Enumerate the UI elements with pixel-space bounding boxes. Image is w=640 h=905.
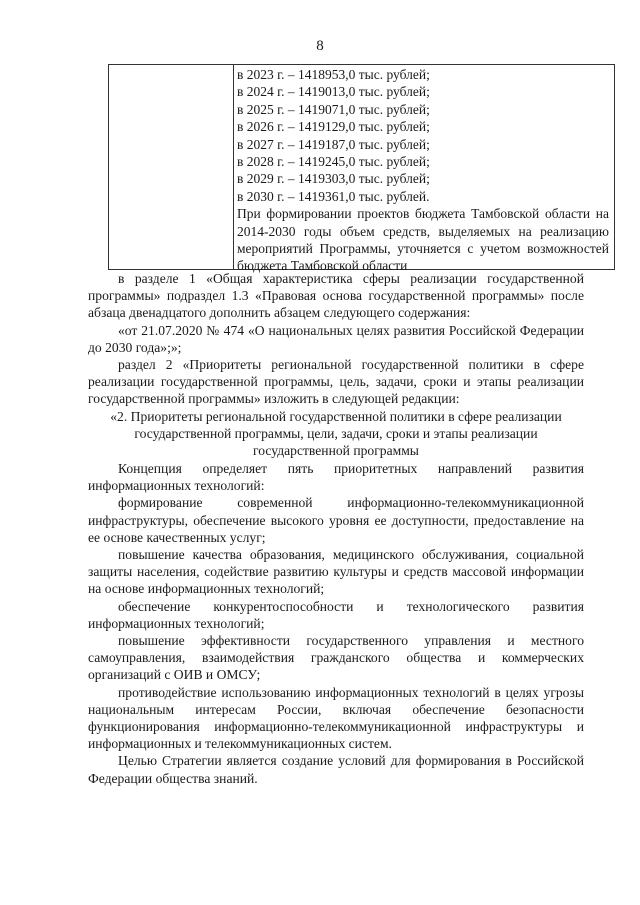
budget-line-2027: в 2027 г. – 1419187,0 тыс. рублей; — [237, 136, 430, 152]
budget-table — [108, 64, 615, 274]
section-2-body — [88, 460, 584, 787]
amendments-block — [88, 270, 584, 459]
budget-line-2023: в 2023 г. – 1418953,0 тыс. рублей; — [237, 67, 430, 82]
budget-cell — [237, 66, 609, 275]
budget-line-2028: в 2028 г. – 1419245,0 тыс. рублей; — [237, 154, 430, 170]
priority-item: формирование современной информационно-телекоммуникационной инфраструктуры, обеспечение высокого уровня ее доступности, предоставление на ее основе качественных услуг; — [88, 495, 584, 545]
concept-intro: Концепция определяет пять приоритетных направлений развития информационных технологий: — [88, 461, 584, 494]
budget-line-2025: в 2025 г. – 1419071,0 тыс. рублей; — [237, 101, 430, 117]
section-2-heading: «2. Приоритеты региональной государственной политики в сфере реализации государственной программы, цели, задачи, сроки и этапы реализации государственной программы — [110, 408, 562, 459]
budget-line-2030: в 2030 г. – 1419361,0 тыс. рублей. — [237, 188, 430, 204]
budget-note: При формировании проектов бюджета Тамбовской области на 2014-2030 годы объем средств, выделяемых на реализацию мероприятий Программы, уточняется с учетом возможностей бюджета Тамбовской области — [237, 206, 609, 274]
priority-item: обеспечение конкурентоспособности и технологического развития информационных технологий; — [88, 598, 584, 631]
amendment-section-1: в разделе 1 «Общая характеристика сферы реализации государственной программы» подраздел 1.3 «Правовая основа государственной программы» после абзаца двенадцатого дополнить абзацем следующего содержания: — [88, 271, 584, 321]
budget-line-2026: в 2026 г. – 1419129,0 тыс. рублей; — [237, 119, 430, 135]
amendment-section-2: раздел 2 «Приоритеты региональной государственной политики в сфере реализации государственной программы, цель, задачи, сроки и этапы реализации государственной программы» изложить в следующей редакции: — [88, 357, 584, 407]
budget-line-2029: в 2029 г. – 1419303,0 тыс. рублей; — [237, 171, 430, 187]
strategy-goal: Целью Стратегии является создание условий для формирования в Российской Федерации общества знаний. — [88, 753, 584, 786]
priority-item: повышение эффективности государственного управления и местного самоуправления, взаимодействия гражданского общества и коммерческих организаций с ОИВ и ОМСУ; — [88, 633, 584, 683]
budget-line-2024: в 2024 г. – 1419013,0 тыс. рублей; — [237, 84, 430, 100]
priority-item: повышение качества образования, медицинского обслуживания, социальной защиты населения, содействие развитию культуры и средств массовой информации на основе информационных технологий; — [88, 547, 584, 597]
decree-quote: «от 21.07.2020 № 474 «О национальных целях развития Российской Федерации до 2030 года»;»; — [88, 322, 584, 355]
priority-item: противодействие использованию информационных технологий в целях угрозы национальным интересам России, включая обеспечение безопасности функционирования информационно-телекоммуникационной инфраструктуры и информационных и телекоммуникационных систем. — [88, 684, 584, 752]
table-column-divider — [233, 65, 234, 269]
page-number: 8 — [316, 38, 324, 54]
